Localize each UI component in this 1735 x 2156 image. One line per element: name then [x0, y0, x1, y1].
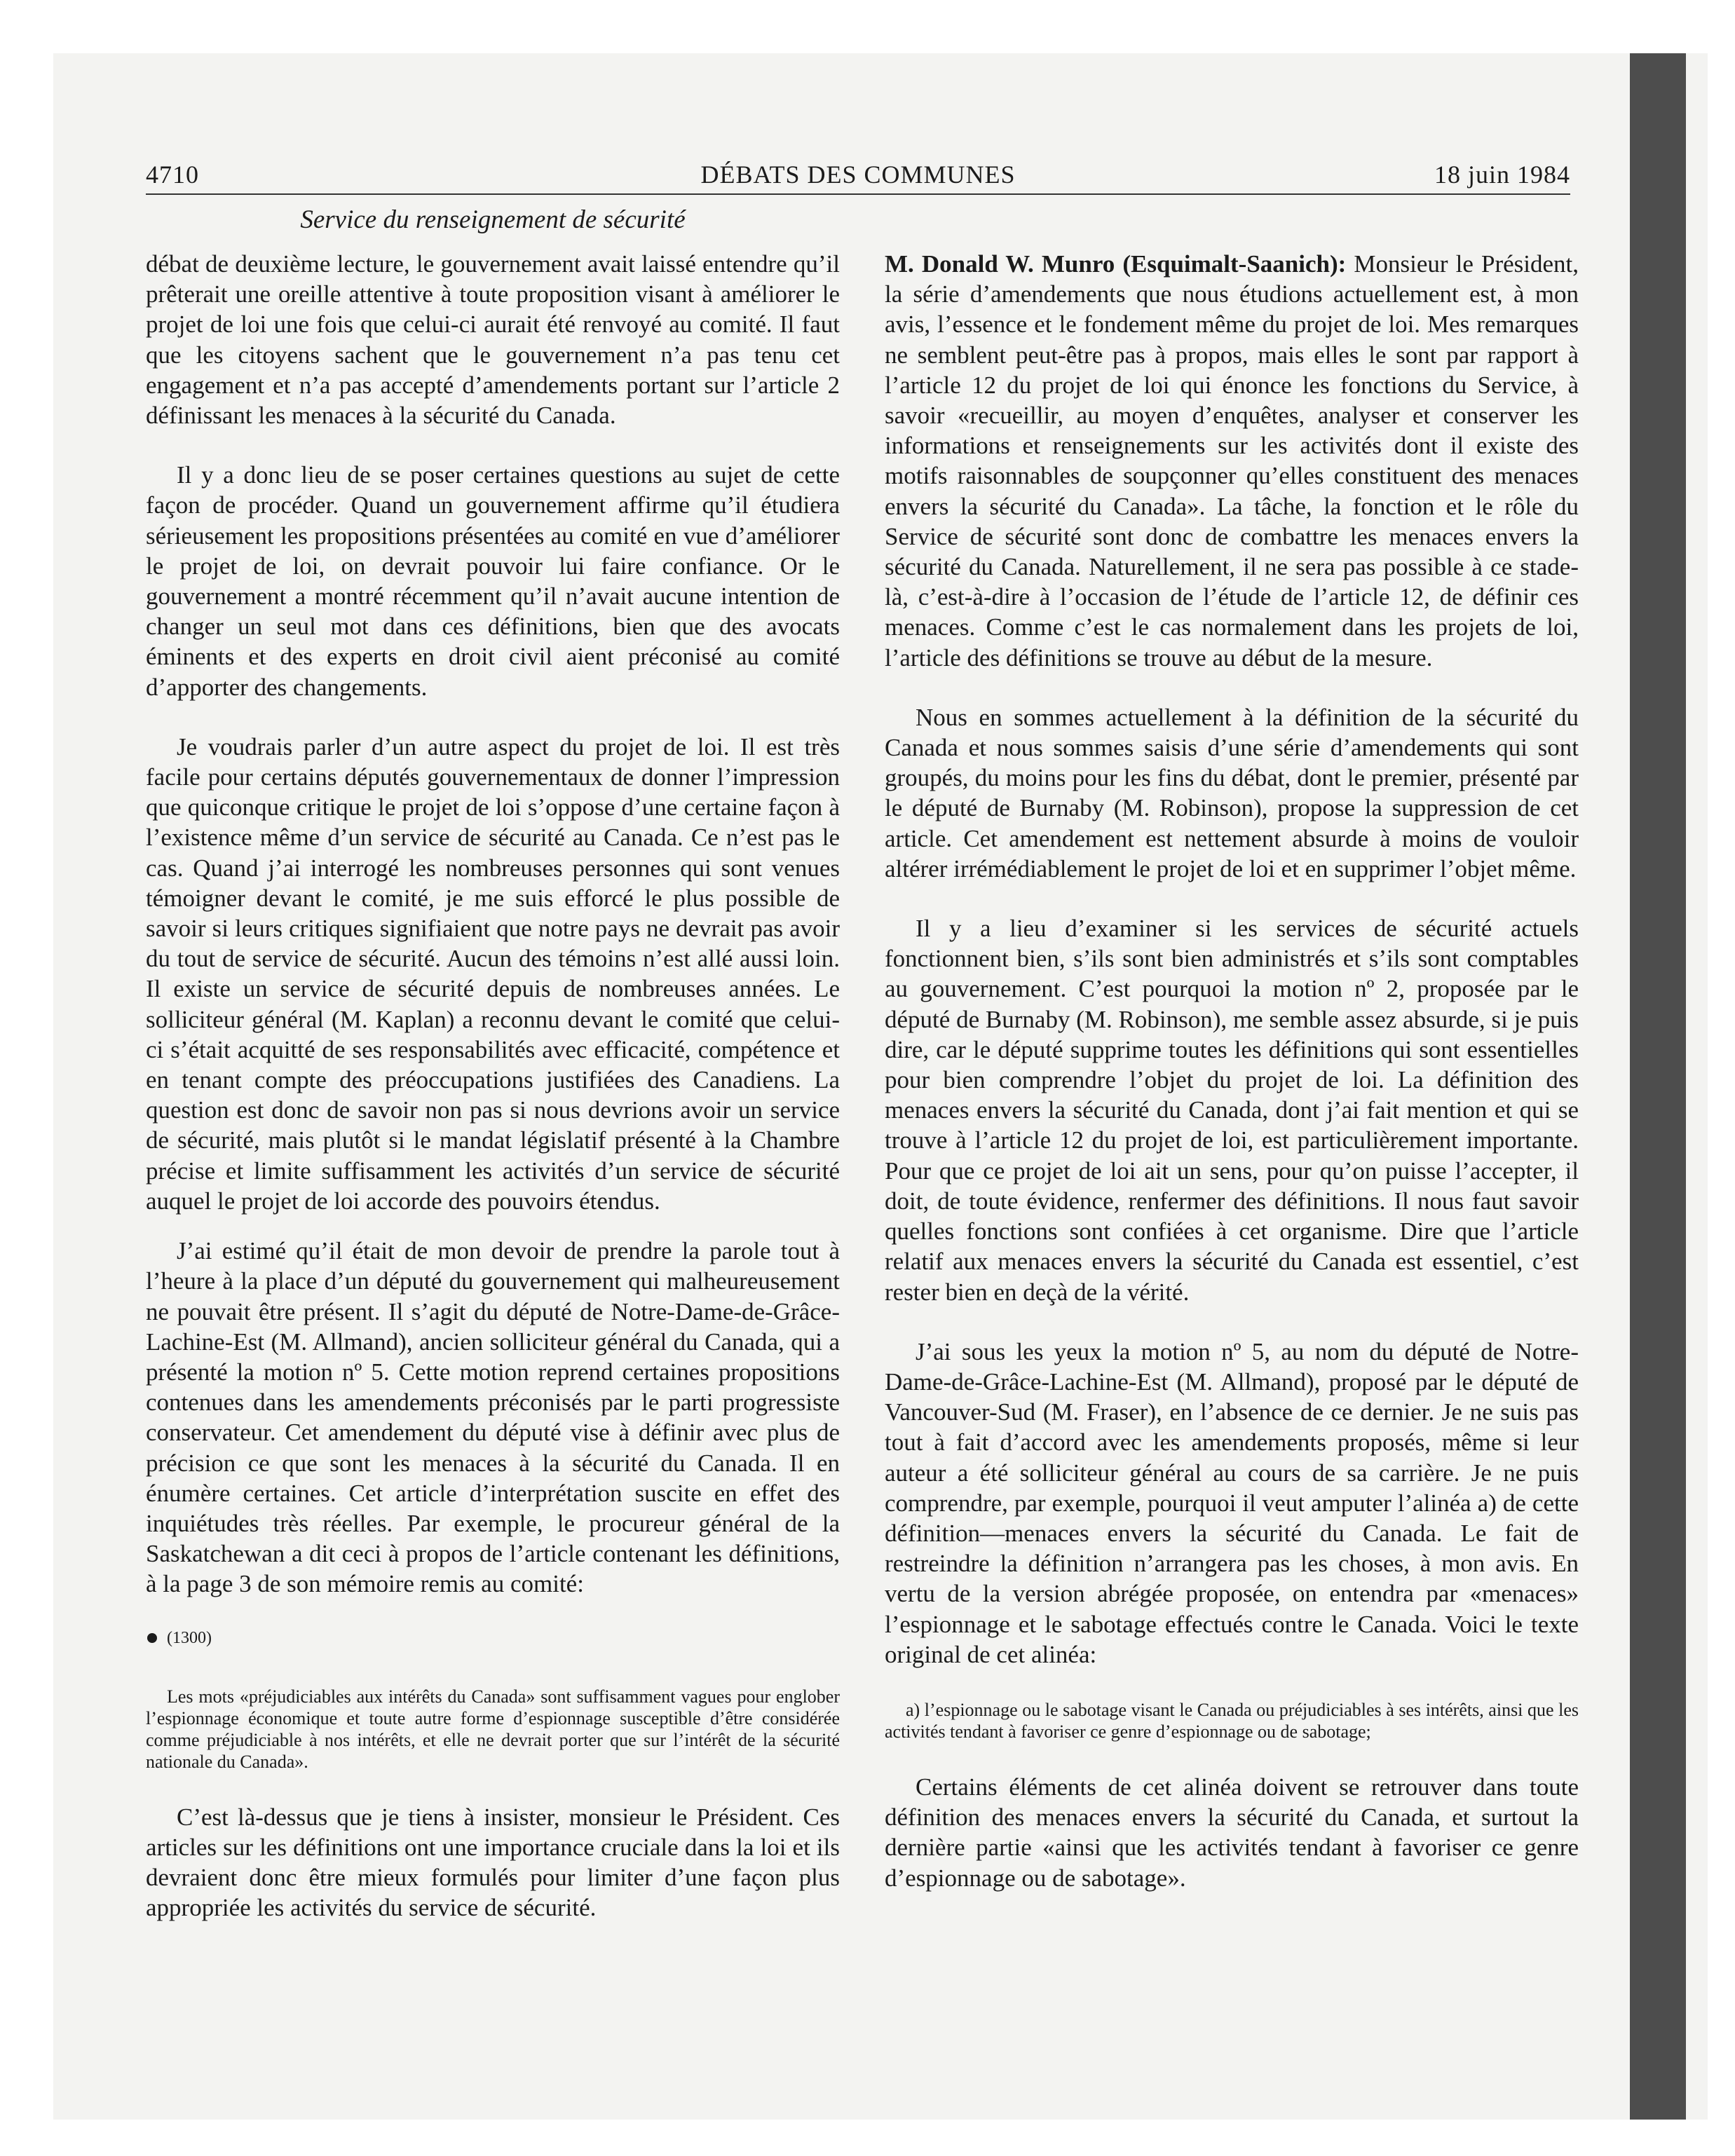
time-marker-label: (1300) — [167, 1628, 212, 1647]
page-number: 4710 — [146, 161, 199, 189]
right-column — [885, 249, 1579, 1923]
block-quote: a) l’espionnage ou le sabotage visant le Canada ou préjudiciables à ses intérêts, ainsi que les activités tendant à favoriser ce genre d’espionnage ou de sabotage; — [885, 1699, 1579, 1742]
page-header — [146, 160, 1570, 192]
paragraph: J’ai sous les yeux la motion nº 5, au nom du député de Notre-Dame-de-Grâce-Lachine-Est (M. Allmand), proposé par le député de Vancouver-Sud (M. Fraser), en l’absence de ce dernier. Je ne suis pas tout à fait d’accord avec les amendements proposés, même si leur auteur a été solliciteur général au cours de sa carrière. Je ne puis comprendre, par exemple, pourquoi il veut amputer l’alinéa a) de cette définition—menaces envers la sécurité du Canada. Le fait de restreindre la définition n’arrangera pas les choses, à mon avis. En vertu de la version abrégée proposée, on entendra par «menaces» l’espionnage et le sabotage effectués contre le Canada. Voici le texte original de cet alinéa: — [885, 1337, 1579, 1668]
section-subheading: Service du renseignement de sécurité — [300, 205, 686, 234]
speaker-name: M. Donald W. Munro (Esquimalt-Saanich): — [885, 250, 1347, 278]
header-date: 18 juin 1984 — [1434, 161, 1570, 189]
paragraph: Certains éléments de cet alinéa doivent se retrouver dans toute définition des menaces envers la sécurité du Canada, et surtout la dernière partie «ainsi que les activités tendant à favoriser ce genre d’espionnage ou de sabotage». — [885, 1773, 1579, 1892]
paragraph: Je voudrais parler d’un autre aspect du projet de loi. Il est très facile pour certains députés gouvernementaux de donner l’impression que quiconque critique le projet de loi s’oppose d’une certaine façon à l’existence même d’un service de sécurité au Canada. Ce n’est pas le cas. Quand j’ai interrogé les nombreuses personnes qui sont venues témoigner devant le comité, je me suis efforcé le plus possible de savoir si leurs critiques signifiaient que notre pays ne devrait pas avoir du tout de service de sécurité. Aucun des témoins n’est allé aussi loin. Il existe un service de sécurité depuis de nombreuses années. Le solliciteur général (M. Kaplan) a reconnu devant le comité que celui-ci s’était acquitté de ses responsabilités avec efficacité, compétence et en tenant compte des préoccupations justifiées des Canadiens. La question est donc de savoir non pas si nous devrions avoir un service de sécurité, mais plutôt si le mandat législatif présenté à la Chambre précise et limite suffisamment les activités d’un service de sécurité auquel le projet de loi accorde des pouvoirs étendus. — [146, 732, 840, 1215]
block-quote: Les mots «préjudiciables aux intérêts du Canada» sont suffisamment vagues pour englober l’espionnage économique et toute autre forme d’espionnage susceptible d’être considérée comme préjudiciable à nos intérêts, et elle ne devrait porter que sur l’intérêt de la sécurité nationale du Canada». — [146, 1686, 840, 1772]
speaker-text: Monsieur le Président, la série d’amendements que nous étudions actuellement est, à mon avis, l’essence et le fondement même du projet de loi. Mes remarques ne semblent peut-être pas à propos, mais elles le sont par rapport à l’article 12 du projet de loi qui énonce les fonctions du Service, à savoir «recueillir, au moyen d’enquêtes, analyser et conserver les informations et renseignements sur les activités dont il existe des motifs raisonnables de soupçonner qu’elles constituent des menaces envers la sécurité du Canada». La tâche, la fonction et le rôle du Service de sécurité sont donc de combattre les menaces envers la sécurité du Canada. Naturellement, il ne sera pas possible à ce stade-là, c’est-à-dire à l’occasion de l’étude de l’article 12, de définir ces menaces. Comme c’est le cas normalement dans les projets de loi, l’article des définitions se trouve au début de la mesure. — [885, 250, 1579, 671]
paragraph: C’est là-dessus que je tiens à insister, monsieur le Président. Ces articles sur les définitions ont une importance cruciale dans la loi et ils devraient donc être mieux formulés pour limiter d’une façon plus appropriée les activités du service de sécurité. — [146, 1803, 840, 1922]
publication-title: DÉBATS DES COMMUNES — [700, 161, 1016, 189]
paragraph: Il y a donc lieu de se poser certaines questions au sujet de cette façon de procéder. Quand un gouvernement affirme qu’il étudiera sérieusement les propositions présentées au comité en vue d’améliorer le projet de loi, on devrait pouvoir lui faire confiance. Or le gouvernement a montré récemment qu’il n’avait aucune intention de changer un seul mot dans ces définitions, bien que des avocats éminents et des experts en droit civil aient préconisé au comité d’apporter des changements. — [146, 461, 840, 701]
paragraph: débat de deuxième lecture, le gouvernement avait laissé entendre qu’il prêterait une oreille attentive à toute proposition visant à améliorer le projet de loi une fois que celui-ci aurait été renvoyé au comité. Il faut que les citoyens sachent que le gouvernement n’a pas tenu cet engagement et n’a pas accepté d’amendements portant sur l’article 2 définissant les menaces à la sécurité du Canada. — [146, 250, 840, 430]
header-rule — [146, 193, 1570, 195]
time-marker — [147, 1629, 840, 1648]
paragraph: Nous en sommes actuellement à la définition de la sécurité du Canada et nous sommes saisis d’une série d’amendements qui sont groupés, du moins pour les fins du débat, dont le premier, présenté par le député de Burnaby (M. Robinson), propose la suppression de cet article. Cet amendement est nettement absurde à moins de vouloir altérer irrémédiablement le projet de loi et en supprimer l’objet même. — [885, 703, 1579, 882]
left-column — [146, 249, 840, 1952]
speaker-paragraph — [885, 249, 1579, 673]
paragraph: Il y a lieu d’examiner si les services de sécurité actuels fonctionnent bien, s’ils sont bien administrés et s’ils sont comptables au gouvernement. C’est pourquoi la motion nº 2, proposée par le député de Burnaby (M. Robinson), me semble assez absurde, si je puis dire, car le député supprime toutes les définitions qui sont essentielles pour bien comprendre l’objet du projet de loi. La définition des menaces envers la sécurité du Canada, dont j’ai fait mention et qui se trouve à l’article 12 du projet de loi, est particulièrement importante. Pour que ce projet de loi ait un sens, pour qu’on puisse l’accepter, il doit, de toute évidence, renfermer des définitions. Il nous faut savoir quelles fonctions sont confiées à cet organisme. Dire que l’article relatif aux menaces envers la sécurité du Canada est essentiel, c’est rester bien en deçà de la vérité. — [885, 915, 1579, 1306]
paragraph: J’ai estimé qu’il était de mon devoir de prendre la parole tout à l’heure à la place d’un député du gouvernement qui malheureusement ne pouvait être présent. Il s’agit du député de Notre-Dame-de-Grâce-Lachine-Est (M. Allmand), ancien solliciteur général du Canada, qui a présenté la motion nº 5. Cette motion reprend certaines propositions contenues dans les amendements préconisés par le parti progressiste conservateur. Cet amendement du député vise à définir avec plus de précision ce que sont les menaces à la sécurité du Canada. Il en énumère certaines. Cet article d’interprétation suscite en effet des inquiétudes très réelles. Par exemple, le procureur général de la Saskatchewan a dit ceci à propos de l’article contenant les définitions, à la page 3 de son mémoire remis au comité: — [146, 1237, 840, 1598]
scan-edge-bar — [1630, 53, 1686, 2120]
bullet-icon — [147, 1633, 157, 1643]
